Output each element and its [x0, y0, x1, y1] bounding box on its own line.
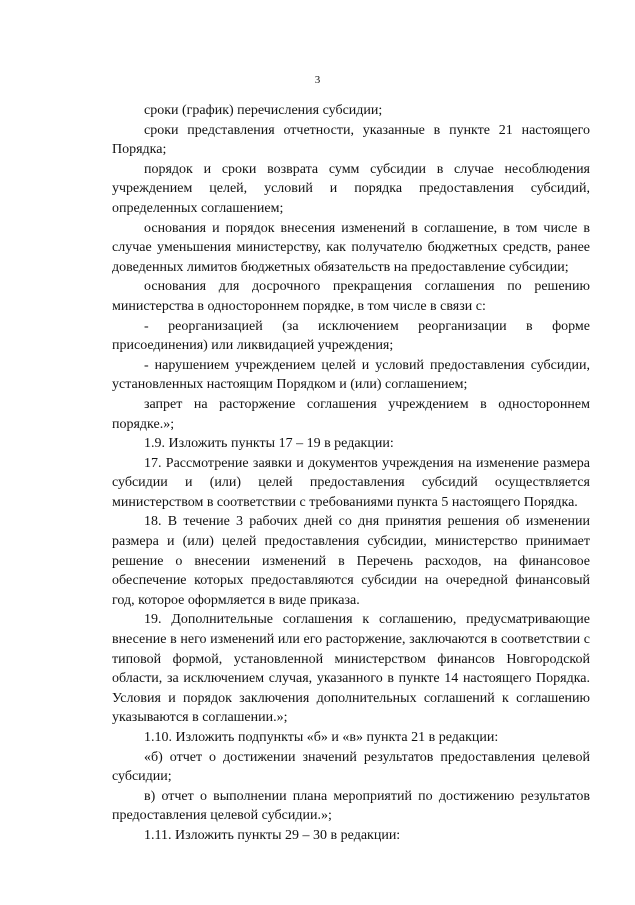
- paragraph: - нарушением учреждением целей и условий предоставления субсидии, установленных настоящим Порядком и (или) соглашением;: [112, 357, 590, 393]
- paragraph: 1.10. Изложить подпункты «б» и «в» пункта 21 в редакции:: [144, 730, 499, 745]
- paragraph: в) отчет о выполнении плана мероприятий по достижению результатов предоставления целевой субсидии.»;: [112, 788, 590, 824]
- paragraph: 19. Дополнительные соглашения к соглашению, предусматривающие внесение в него изменений или его расторжение, заключаются в соответствии с типовой формой, установленной министерством финансов Новгородской области, за исключением случая, указанного в пункте 14 настоящего Порядка. Условия и порядок заключения дополнительных соглашений к соглашению указываются в соглашении.»;: [112, 612, 590, 726]
- paragraph: запрет на расторжение соглашения учреждением в одностороннем порядке.»;: [112, 396, 590, 432]
- paragraph: сроки представления отчетности, указанные в пункте 21 настоящего Порядка;: [112, 122, 590, 158]
- page-number: 3: [314, 74, 321, 86]
- paragraph: 17. Рассмотрение заявки и документов учреждения на изменение размера субсидии и (или) целей предоставления субсидий осуществляется министерством в соответствии с требованиями пункта 5 настоящего Порядка.: [112, 455, 590, 510]
- paragraph: «б) отчет о достижении значений результатов предоставления целевой субсидии;: [112, 749, 590, 785]
- document-body: [112, 101, 590, 846]
- paragraph: сроки (график) перечисления субсидии;: [144, 103, 383, 118]
- paragraph: основания и порядок внесения изменений в соглашение, в том числе в случае уменьшения министерству, как получателю бюджетных средств, ранее доведенных лимитов бюджетных обязательств на предоставление субсидии;: [112, 220, 590, 275]
- paragraph: основания для досрочного прекращения соглашения по решению министерства в одностороннем порядке, в том числе в связи с:: [112, 279, 590, 314]
- paragraph: 1.11. Изложить пункты 29 – 30 в редакции:: [144, 827, 401, 843]
- paragraph: порядок и сроки возврата сумм субсидии в случае несоблюдения учреждением целей, условий и порядка предоставления субсидий, определенных соглашением;: [112, 161, 590, 216]
- paragraph: 1.9. Изложить пункты 17 – 19 в редакции:: [144, 436, 394, 452]
- paragraph: 18. В течение 3 рабочих дней со дня принятия решения об изменении размера и (или) целей предоставления субсидии, министерство принимает решение о внесении изменений в Перечень расходов, на финансовое обеспечение которых предоставляются субсидии на очередной финансовый год, которое оформляется в виде приказа.: [112, 514, 590, 608]
- paragraph: - реорганизацией (за исключением реорганизации в форме присоединения) или ликвидацией учреждения;: [112, 318, 590, 354]
